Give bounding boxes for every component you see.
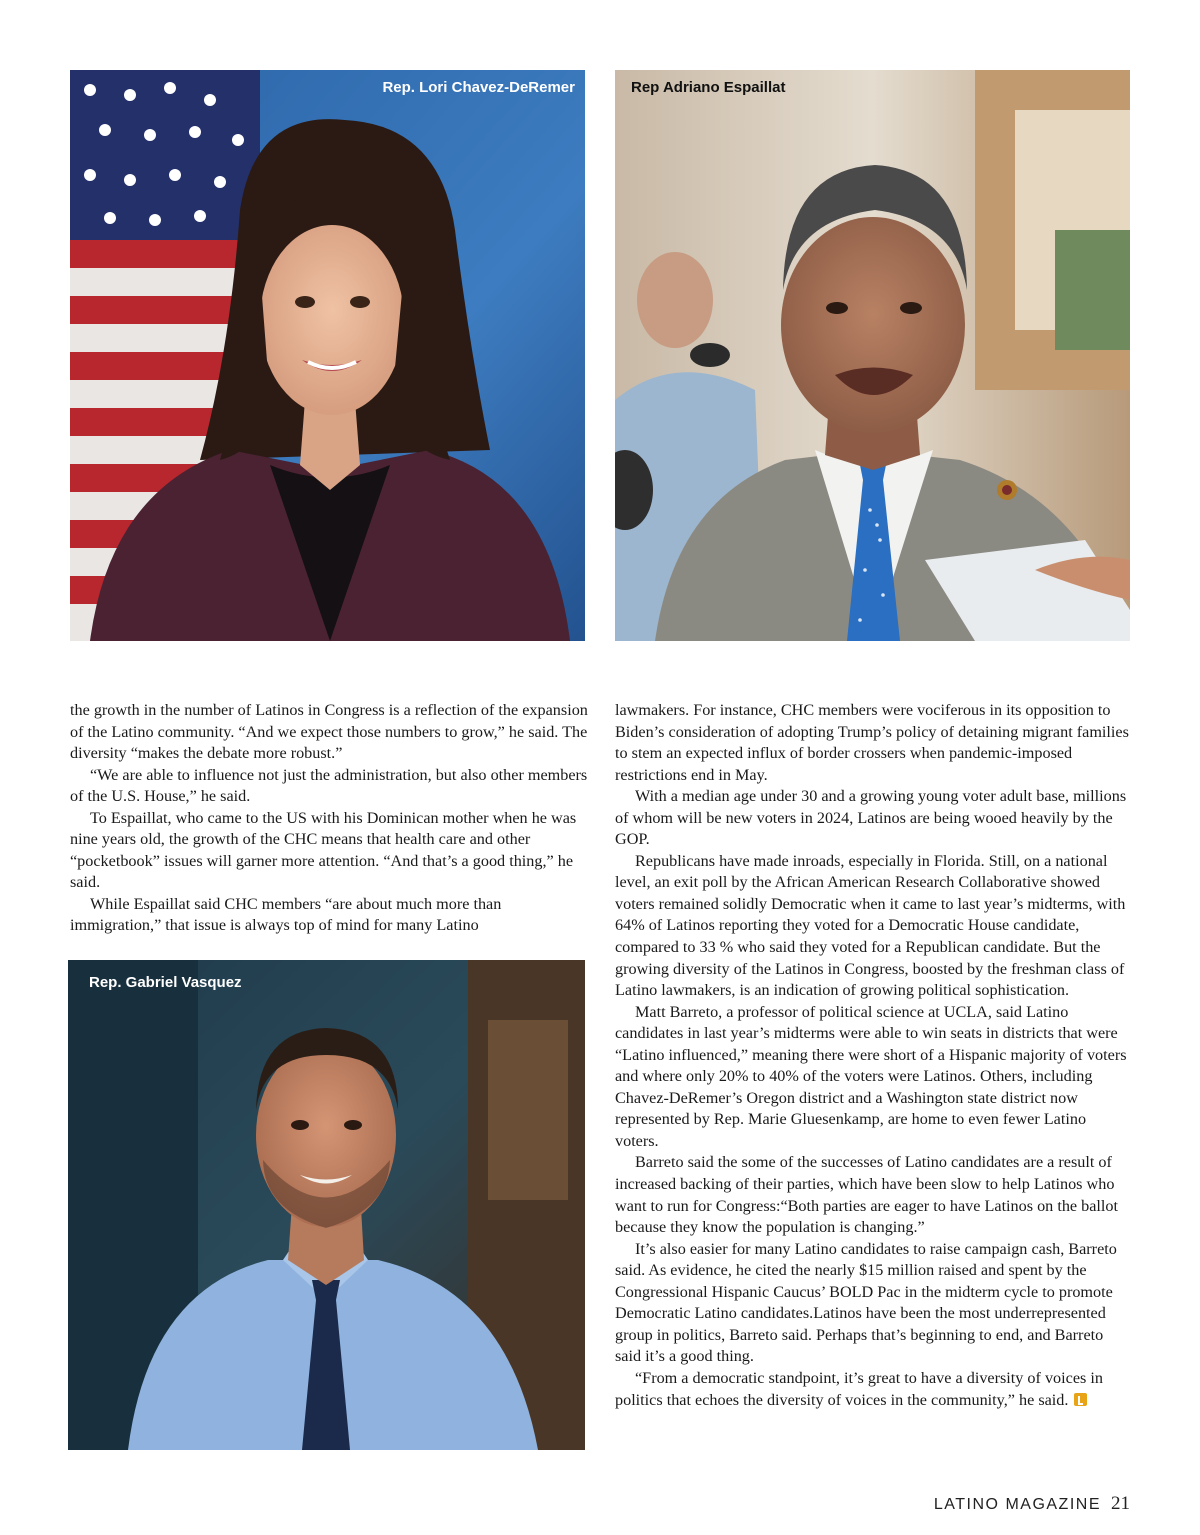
photo-caption-chavez-deremer: Rep. Lori Chavez-DeRemer (382, 79, 575, 96)
photo-caption-vasquez: Rep. Gabriel Vasquez (89, 974, 242, 991)
paragraph: While Espaillat said CHC members “are about much more than immigration,” that issue is always top of mind for many Latino (70, 894, 502, 935)
page-number: 21 (1111, 1493, 1130, 1514)
paragraph: Republicans have made inroads, especially in Florida. Still, on a national level, an exit poll by the African American Research Collaborative showed voters remained solidly Democratic when it came to last year’s midterms, with 64% of Latinos reporting they voted for a Democratic House candidate, compared to 33 % who said they voted for a Republican candidate. But the growing diversity of the Latinos in Congress, boosted by the freshman class of Latino lawmakers, is an indication of growing political sophistication. (615, 851, 1126, 1000)
article-text-right-column (615, 700, 1130, 1411)
page-footer (934, 1493, 1130, 1515)
paragraph: To Espaillat, who came to the US with his Dominican mother when he was nine years old, the growth of the CHC means that health care and other “pocketbook” issues will garner more attention. “And that’s a good thing,” he said. (70, 808, 577, 892)
paragraph: lawmakers. For instance, CHC members were vociferous in its opposition to Biden’s consideration of adopting Trump’s policy of detaining migrant families to stem an expected influx of border crossers when pandemic-imposed restrictions end in May. (615, 701, 1129, 784)
photo-chavez-deremer (70, 70, 585, 641)
paragraph: the growth in the number of Latinos in Congress is a reflection of the expansion of the Latino community. “And we expect those numbers to grow,” he said. The diversity “makes the debate more robust.” (70, 701, 588, 763)
paragraph: With a median age under 30 and a growing young voter adult base, millions of whom will be new voters in 2024, Latinos are being wooed heavily by the GOP. (615, 787, 1127, 849)
end-mark-icon (1074, 1393, 1087, 1406)
portrait-vasquez-image (68, 960, 585, 1450)
magazine-name: LATINO MAGAZINE (933, 1496, 1101, 1513)
paragraph: Matt Barreto, a professor of political science at UCLA, said Latino candidates in last year’s midterms were able to win seats in districts that were “Latino influenced,” meaning there were short of a Hispanic majority of voters and where only 20% to 40% of the voters were Latinos. Others, including Chavez-DeRemer’s Oregon district and a Washington state district now represented by Rep. Marie Gluesenkamp, are home to even fewer Latino voters. (615, 1002, 1127, 1150)
paragraph: “We are able to influence not just the administration, but also other members of the U.S. House,” he said. (70, 765, 588, 806)
photo-caption-espaillat: Rep Adriano Espaillat (631, 79, 786, 96)
paragraph: It’s also easier for many Latino candidates to raise campaign cash, Barreto said. As evidence, he cited the nearly $15 million raised and spent by the Congressional Hispanic Caucus’ BOLD Pac in the midterm cycle to promote Democratic Latino candidates.Latinos have been the most underrepresented group in politics, Barreto said. Perhaps that’s beginning to end, and Barreto said it’s a good thing. (615, 1239, 1117, 1366)
paragraph (615, 1368, 1130, 1411)
article-text-left-column (70, 700, 590, 937)
closing-quote-text: “From a democratic standpoint, it’s great to have a diversity of voices in politics that echoes the diversity of voices in the community,” he said. (615, 1368, 1103, 1409)
photo-vasquez (68, 960, 585, 1450)
portrait-espaillat-image (615, 70, 1130, 641)
portrait-chavez-deremer-image (70, 70, 585, 641)
photo-espaillat (615, 70, 1130, 641)
paragraph: Barreto said the some of the successes of Latino candidates are a result of increased backing of their parties, which have been slow to help Latinos who want to run for Congress:“Both parties are eager to have Latinos on the ballot because they know the population is changing.” (615, 1153, 1119, 1237)
